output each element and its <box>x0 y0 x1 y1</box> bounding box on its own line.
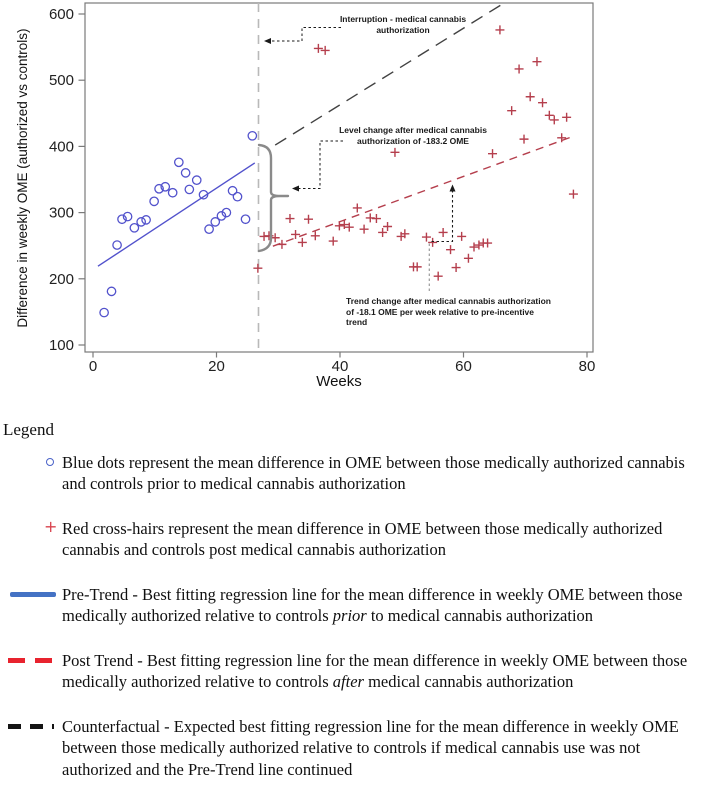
red-cross-marker <box>532 57 541 66</box>
annotation-line: Trend change after medical cannabis authorization <box>346 296 551 306</box>
interruption-arrowhead <box>264 38 271 44</box>
y-tick-label: 600 <box>48 6 74 23</box>
red-cross-marker <box>495 25 504 34</box>
red-cross-marker <box>469 243 478 252</box>
red-cross-marker <box>464 254 473 263</box>
blue-dot-marker <box>185 185 193 193</box>
x-tick-label: 20 <box>208 358 225 375</box>
red-cross-marker <box>253 264 262 273</box>
legend-text: Red cross-hairs represent the mean difference in OME between those medically authorized cannabis and controls post medical cannabis authorization <box>62 518 663 559</box>
red-cross-marker <box>291 230 300 239</box>
red-cross-marker <box>483 239 492 248</box>
blue-dot-marker <box>248 132 256 140</box>
y-axis-title: Difference in weekly OME (authorized vs controls) <box>15 28 30 328</box>
red-cross-marker <box>562 113 571 122</box>
blue-dot-marker <box>175 158 183 166</box>
red-cross-icon: + <box>44 516 58 536</box>
red-cross-marker <box>452 263 461 272</box>
blue-dot-marker <box>150 197 158 205</box>
annotation-line: authorization <box>376 24 430 35</box>
legend-item-post-trend: Post Trend - Best fitting regression line for the mean difference in weekly OME between those medically authorized relative to controls after medical cannabis authorization <box>2 650 705 693</box>
blue-dot-marker <box>137 218 145 226</box>
red-cross-marker <box>372 214 381 223</box>
annotation-line: Interruption - medical cannabis <box>339 14 467 24</box>
black-dashed-line-icon <box>8 724 54 729</box>
red-cross-marker <box>285 214 294 223</box>
trend-change-arrowhead <box>450 185 456 192</box>
level-change-arrowhead <box>292 186 299 192</box>
red-cross-marker <box>488 149 497 158</box>
red-cross-marker <box>434 272 443 281</box>
red-cross-marker <box>439 228 448 237</box>
blue-dot-icon <box>46 458 54 466</box>
red-cross-marker <box>304 215 313 224</box>
annotation-trend-change <box>346 296 556 328</box>
x-tick-label: 60 <box>455 358 472 375</box>
red-cross-marker <box>507 106 516 115</box>
blue-dot-marker <box>168 189 176 197</box>
annotation-interruption <box>330 14 476 35</box>
legend-text: Post Trend - Best fitting regression line for the mean difference in weekly OME between those medically authorized relative to controls <box>62 650 688 691</box>
blue-dot-marker <box>113 241 121 249</box>
blue-dot-marker <box>205 225 213 233</box>
red-dashed-line-icon <box>8 658 60 663</box>
legend-item-blue-dots <box>2 452 705 495</box>
blue-dot-marker <box>193 176 201 184</box>
red-cross-marker <box>353 203 362 212</box>
y-tick-label: 500 <box>48 72 74 90</box>
x-tick-label: 40 <box>331 358 349 375</box>
y-tick-label: 400 <box>48 138 74 156</box>
blue-dot-marker <box>130 224 138 232</box>
level-change-connector <box>295 141 343 189</box>
red-cross-marker <box>383 222 392 231</box>
red-cross-marker <box>457 232 466 241</box>
red-cross-marker <box>520 135 529 144</box>
red-cross-marker <box>311 231 320 240</box>
blue-dot-marker <box>142 216 150 224</box>
red-cross-marker <box>390 148 399 157</box>
legend-text: Pre-Trend - Best fitting regression line for the mean difference in weekly OME between those medically authorized relative to controls <box>62 584 683 625</box>
red-cross-marker <box>474 241 483 250</box>
red-cross-marker <box>329 237 338 246</box>
red-cross-marker <box>314 44 323 53</box>
blue-dot-marker <box>100 308 108 316</box>
red-cross-marker <box>545 111 554 120</box>
red-cross-marker <box>321 46 330 55</box>
x-axis-title: Weeks <box>316 373 362 390</box>
blue-dot-marker <box>233 193 241 201</box>
red-cross-marker <box>277 240 286 249</box>
red-cross-marker <box>446 245 455 254</box>
annotation-level-change <box>338 125 488 146</box>
red-cross-marker <box>335 221 344 230</box>
figure-legend <box>0 395 709 780</box>
post-trend-line <box>260 137 571 251</box>
blue-solid-line-icon <box>10 592 56 597</box>
x-tick-label: 80 <box>578 358 596 375</box>
x-tick-label: 0 <box>88 358 98 375</box>
trend-change-arrow-line <box>432 189 453 242</box>
red-cross-marker <box>569 190 578 199</box>
red-cross-marker <box>515 64 524 73</box>
red-cross-marker <box>557 133 566 142</box>
legend-item-red-crosses <box>2 518 705 561</box>
red-cross-marker <box>298 238 307 247</box>
legend-text: Blue dots represent the mean difference in OME between those medically authorized cannabis and controls prior to medical cannabis authorization <box>62 452 685 493</box>
legend-item-pre-trend: Pre-Trend - Best fitting regression line for the mean difference in weekly OME between those medically authorized relative to controls prior to medical cannabis authorization <box>2 584 705 627</box>
y-tick-label: 300 <box>48 204 74 222</box>
annotation-line: of -18.1 OME per week relative to pre-incentive trend <box>346 306 535 327</box>
red-cross-marker <box>422 233 431 242</box>
legend-item-counterfactual <box>2 716 705 781</box>
red-cross-marker <box>378 228 387 237</box>
blue-dot-marker <box>241 215 249 223</box>
y-tick-label: 200 <box>48 270 74 288</box>
red-cross-marker <box>360 225 369 234</box>
blue-dot-marker <box>181 169 189 177</box>
annotation-line: Level change after medical cannabis <box>339 125 487 135</box>
red-cross-marker <box>538 98 547 107</box>
legend-title: Legend <box>3 420 54 439</box>
annotation-line: authorization of -183.2 OME <box>357 135 469 146</box>
blue-dot-marker <box>107 287 115 295</box>
red-cross-marker <box>526 92 535 101</box>
red-cross-marker <box>550 115 559 124</box>
legend-text: Counterfactual - Expected best fitting regression line for the mean difference in weekly OME between those medically authorized relative to controls if medical cannabis use was not authorized and the Pre-Trend line continued <box>62 716 679 779</box>
y-tick-label: 100 <box>48 337 74 354</box>
